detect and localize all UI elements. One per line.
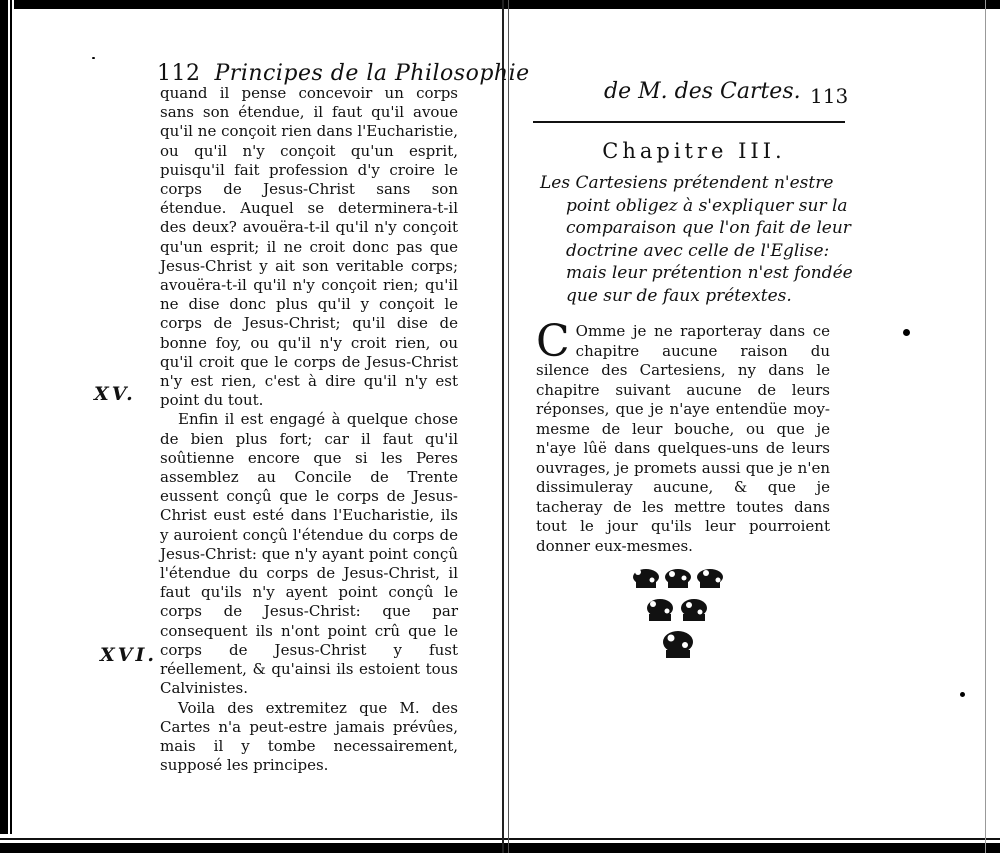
- ink-speck: [960, 692, 965, 697]
- header-rule: [533, 121, 845, 123]
- ink-speck: [903, 329, 910, 336]
- left-running-head: [157, 61, 530, 86]
- page-right-edge: [985, 0, 986, 853]
- right-body-paragraph: Omme je ne raporteray dans ce chapitre aucune raison du silence des Cartesiens, ny dans le chapitre suivant aucune de leurs réponses, que je n'aye entendüe moy-mesme de leur bouche, ou que je n'aye lûë dans quelques-uns de leurs ouvrages, je promets aussi que je n'en dissimuleray aucune, & que je tacheray de les mettre toutes dans tout le jour qu'ils leur pourroient donner eux-mesmes.: [536, 322, 830, 555]
- left-paragraph-1: quand il pense concevoir un corps sans son étendue, il faut qu'il avoue qu'il ne conçoit rien dans l'Eucharistie, ou qu'il n'y conçoit qu'un esprit, puisqu'il fait profession d'y croire le corps de Jesus-Christ sans son étendue. Auquel se determinera-t-il des deux? avouëra-t-il qu'il n'y conçoit qu'un esprit; il ne croit donc pas que Jesus-Christ y ait son veritable corps; avouëra-t-il qu'il n'y conçoit rien; qu'il ne dise donc plus qu'il y conçoit le corps de Jesus-Christ; qu'il dise de bonne foy, ou qu'il n'y croit rien, ou qu'il croit que le corps de Jesus-Christ n'y est rien, c'est à dire qu'il n'y est point du tout.: [160, 84, 458, 410]
- right-page-number: 113: [810, 84, 849, 108]
- ink-speck: [92, 57, 95, 59]
- left-page-number: 112: [157, 61, 201, 86]
- margin-number-xvi: XVI.: [100, 644, 157, 666]
- drop-cap: C: [536, 316, 570, 367]
- left-body-text: [160, 84, 458, 775]
- chapter-summary: Les Cartesiens prétendent n'estre point obligez à s'expliquer sur la comparaison que l'on fait de leur doctrine avec celle de l'Eglise: mais leur prétention n'est fondée que sur de faux prétextes.: [540, 173, 853, 306]
- book-gutter: [497, 0, 515, 853]
- fleuron-ornament-icon: [628, 564, 730, 664]
- left-paragraph-3: Voila des extremitez que M. des Cartes n'a peut-estre jamais prévûes, mais il y tombe necessairement, supposé les principes.: [160, 698, 458, 775]
- right-body-text: [536, 316, 830, 556]
- chapter-title: Chapitre III.: [602, 139, 786, 163]
- margin-number-xv: XV.: [94, 383, 136, 405]
- page-left-border: [0, 0, 14, 853]
- right-running-head: de M. des Cartes.: [604, 79, 801, 104]
- left-paragraph-2: Enfin il est engagé à quelque chose de bien plus fort; car il faut qu'il soûtienne encore que si les Peres assemblez au Concile de Trente eussent conçû que le corps de Jesus-Christ eust esté dans l'Eucharistie, ils y auroient conçû l'étendue du corps de Jesus-Christ: que n'y ayant point conçû l'étendue du corps de Jesus-Christ, il faut qu'ils n'y ayent point conçû le corps de Jesus-Christ: que par consequent ils n'ont point crû que le corps de Jesus-Christ y fust réellement, & qu'ainsi ils estoient tous Calvinistes.: [160, 410, 458, 698]
- left-running-title: Principes de la Philosophie: [214, 61, 530, 86]
